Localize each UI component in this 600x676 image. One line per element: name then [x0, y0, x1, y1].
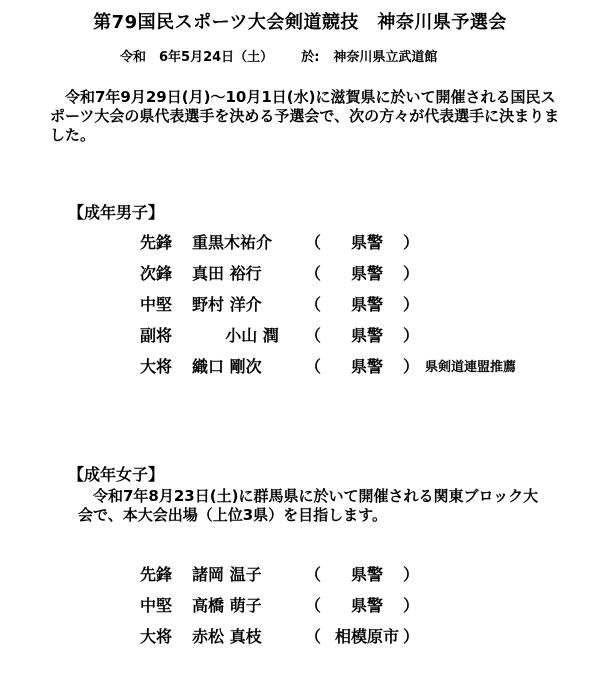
open-paren: （: [305, 326, 322, 345]
open-paren: （: [305, 596, 322, 615]
affiliation: 県警: [350, 357, 383, 376]
player-name: 赤松 真枝: [192, 627, 262, 646]
open-paren: （: [305, 264, 322, 283]
close-paren: ）: [403, 627, 420, 646]
position-label: 次鋒: [140, 264, 173, 283]
player-name: 野村 洋介: [192, 295, 262, 314]
affiliation: 県警: [350, 565, 383, 584]
affiliation: 県警: [350, 326, 383, 345]
open-paren: （: [305, 565, 322, 584]
position-label: 中堅: [140, 295, 173, 314]
open-paren: （: [305, 627, 322, 646]
position-label: 先鋒: [140, 565, 173, 584]
event-date-location: [120, 46, 437, 65]
intro-paragraph: 令和7年9月29日(月)～10月1日(水)に滋賀県に於いて開催される国民スポーツ大会の県代表選手を決める予選会で、次の方々が代表選手に決まりました。: [50, 88, 560, 144]
affiliation: 県警: [350, 233, 383, 252]
affiliation: 県警: [350, 264, 383, 283]
women-note-paragraph: 令和7年8月23日(土)に群馬県に於いて開催される関東ブロック大会で、本大会出場（上位3県）を目指します。: [78, 487, 539, 524]
close-paren: ）: [403, 233, 420, 252]
men-section-heading: 【成年男子】: [68, 203, 165, 222]
player-name: 真田 裕行: [192, 264, 262, 283]
position-label: 中堅: [140, 596, 173, 615]
player-name: 重黒木祐介: [192, 233, 273, 252]
recommendation-note: 県剣道連盟推薦: [425, 360, 517, 375]
close-paren: ）: [403, 295, 420, 314]
position-label: 先鋒: [140, 233, 173, 252]
player-name: 小山 潤: [225, 326, 279, 345]
open-paren: （: [305, 233, 322, 252]
close-paren: ）: [403, 596, 420, 615]
affiliation: 県警: [350, 596, 383, 615]
affiliation: 県警: [350, 295, 383, 314]
position-label: 副将: [140, 326, 173, 345]
player-name: 織口 剛次: [192, 357, 262, 376]
open-paren: （: [305, 357, 322, 376]
page-title: 第79国民スポーツ大会剣道競技 神奈川県予選会: [93, 12, 507, 33]
event-date: 令和 6年5月24日（土）: [120, 50, 274, 65]
close-paren: ）: [403, 357, 420, 376]
close-paren: ）: [403, 264, 420, 283]
open-paren: （: [305, 295, 322, 314]
event-location: 神奈川県立武道館: [333, 50, 438, 65]
player-name: 高橋 萌子: [192, 596, 262, 615]
women-section-heading: 【成年女子】: [68, 465, 165, 484]
close-paren: ）: [403, 326, 420, 345]
position-label: 大将: [140, 627, 173, 646]
affiliation: 相模原市: [334, 627, 399, 646]
close-paren: ）: [403, 565, 420, 584]
position-label: 大将: [140, 357, 173, 376]
player-name: 諸岡 温子: [192, 565, 262, 584]
location-label: 於:: [301, 50, 320, 65]
